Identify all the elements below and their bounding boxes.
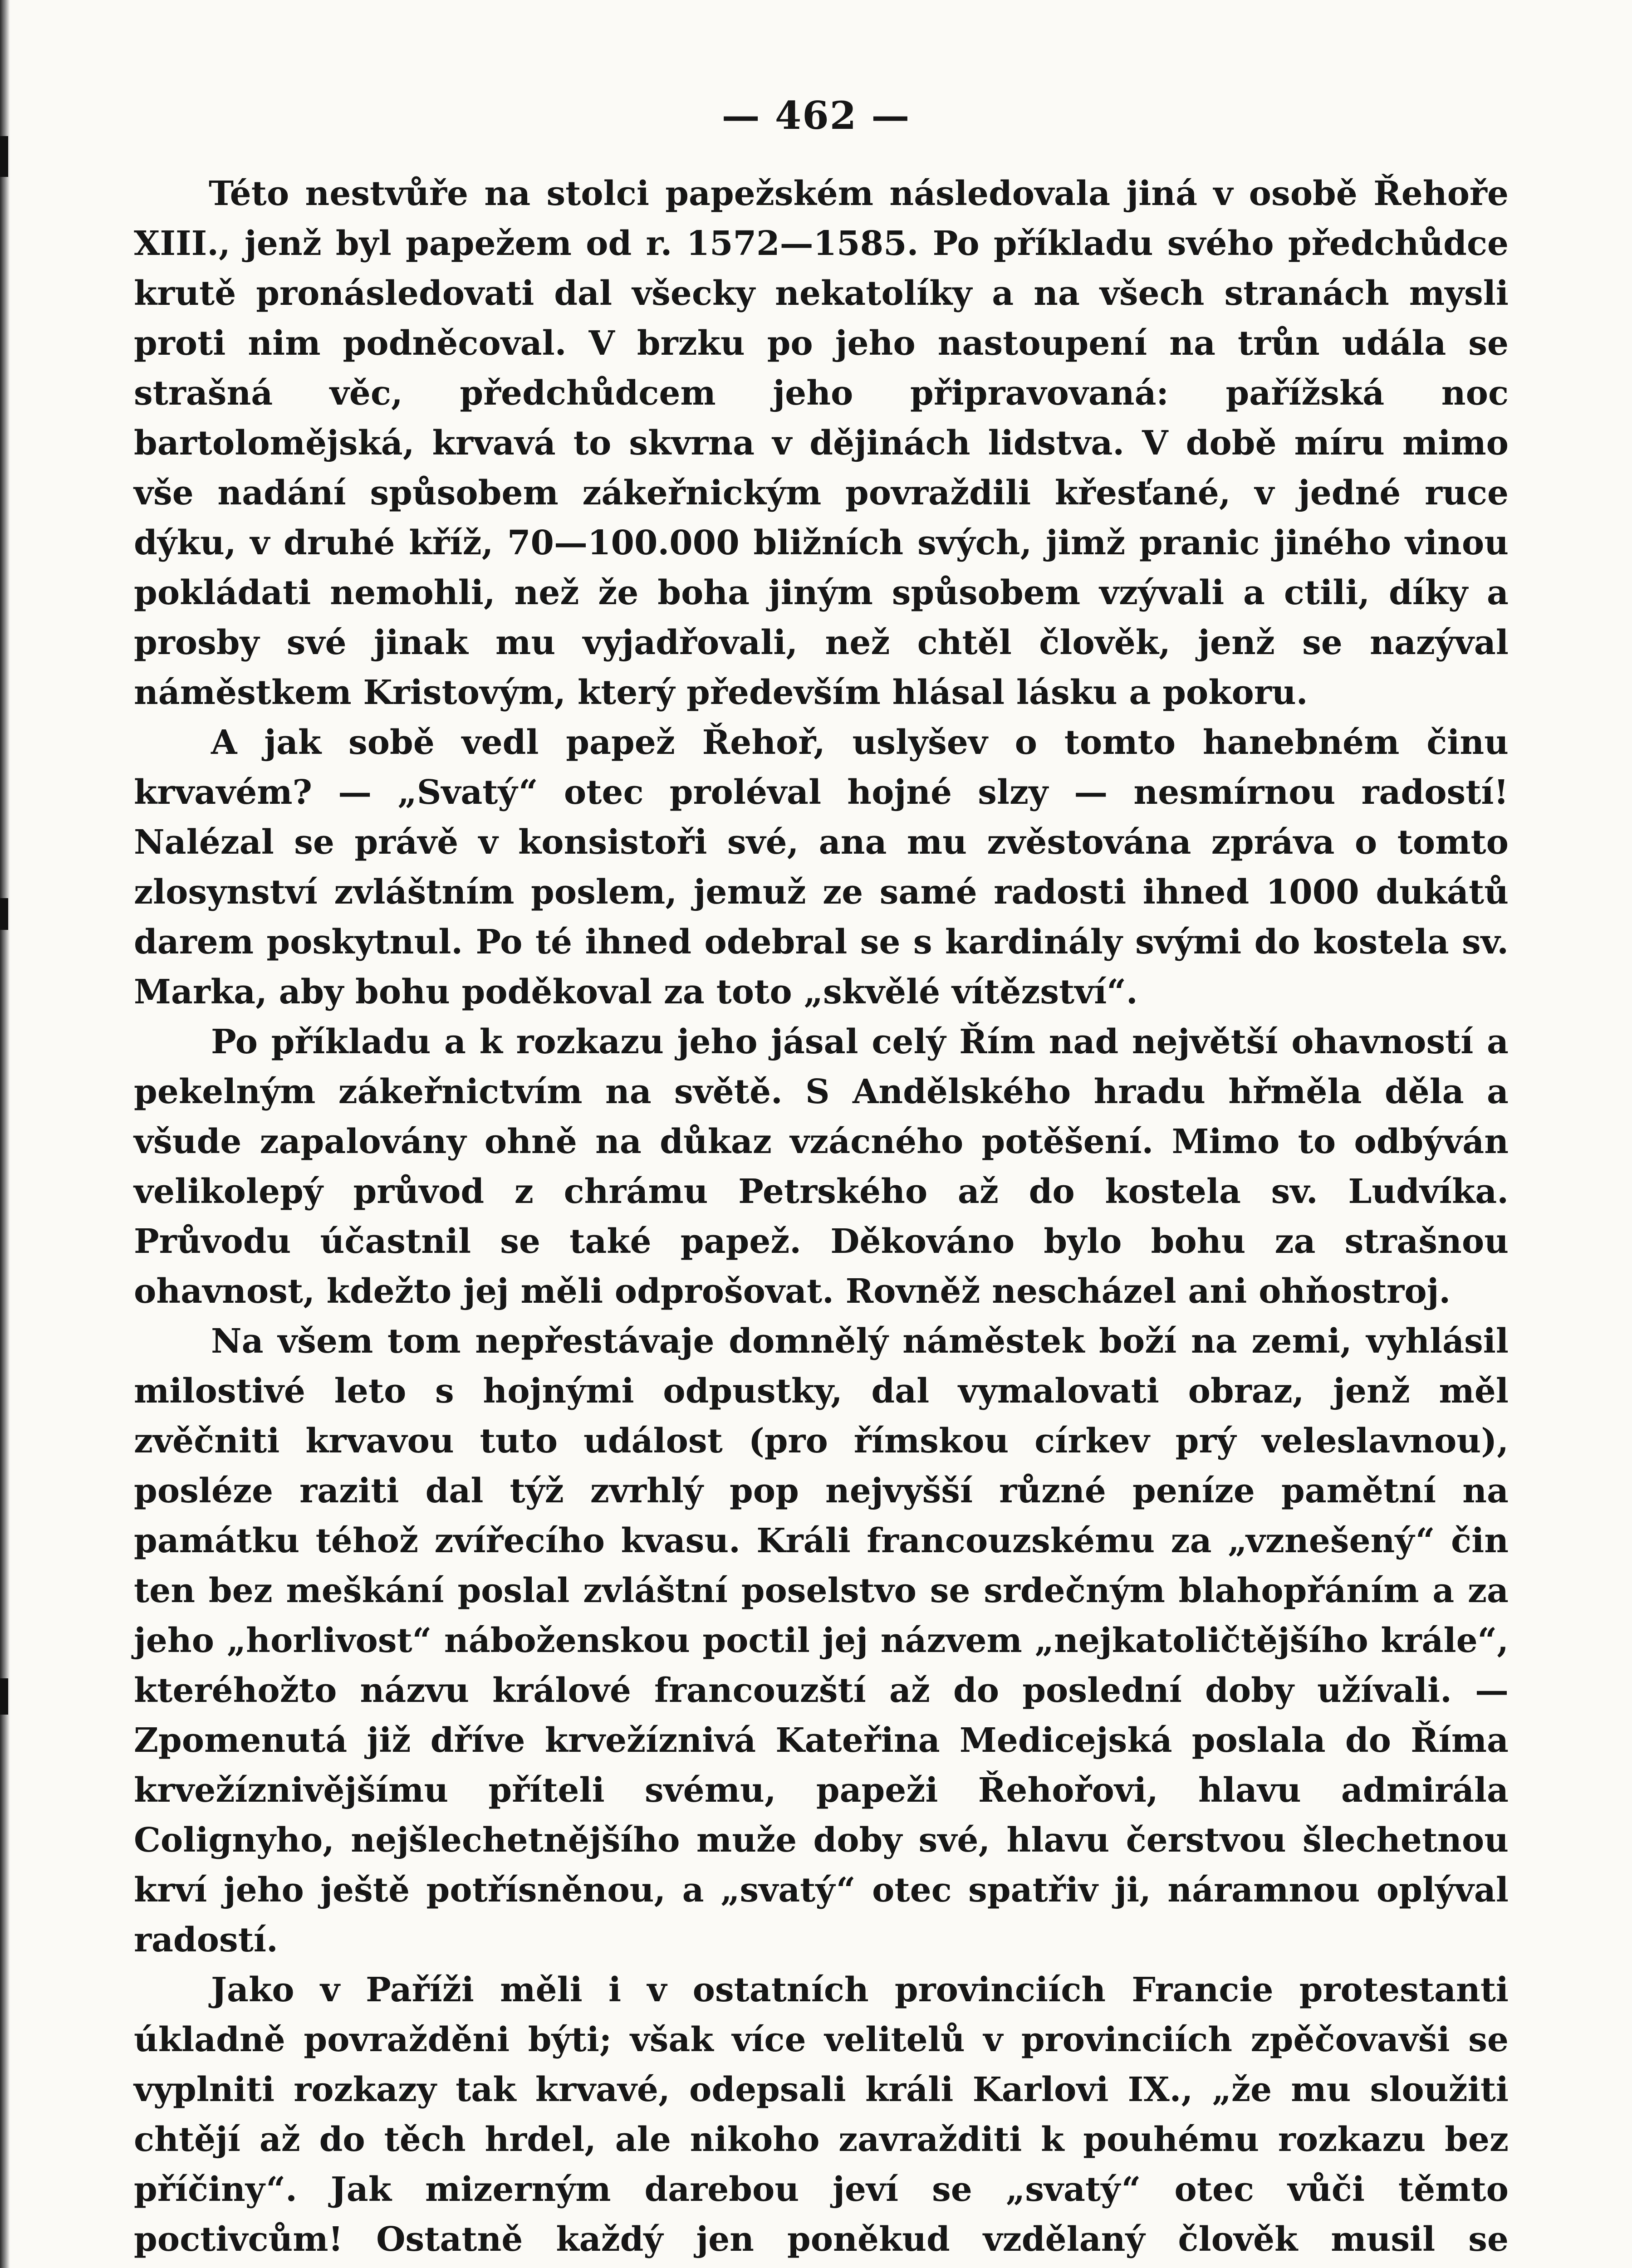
binding-mark [0,136,8,177]
binding-mark [0,1678,8,1715]
page-binding-edge [0,0,10,2268]
paragraph-2: A jak sobě vedl papež Řehoř, uslyšev o tomto hanebném činu krvavém? — „Svatý“ otec proléval hojné slzy — nesmírnou radostí! Nalézal se právě v konsistoři své, ana mu zvěstována zpráva o tomto zlosynství zvláštním poslem, jemuž ze samé radosti ihned 1000 dukátů darem poskytnul. Po té ihned odebral se s kardinály svými do kostela sv. Marka, aby bohu poděkoval za toto „skvělé vítězství“. [134,723,1509,1012]
paragraph-3: Po příkladu a k rozkazu jeho jásal celý Řím nad největší ohavností a pekelným zákeřnictvím na světě. S Andělského hradu hřměla děla a všude zapalovány ohně na důkaz vzácného potěšení. Mimo to odbýván velikolepý průvod z chrámu Petrského až do kostela sv. Ludvíka. Průvodu účastnil se také papež. Děkováno bylo bohu za strašnou ohavnost, kdežto jej měli odprošovat. Rovněž nescházel ani ohňostroj. [134,1022,1509,1311]
binding-mark [0,898,8,930]
paragraph-5: Jako v Paříži měli i v ostatních provinciích Francie protestanti úkladně povražděni býti; však více velitelů v provinciích zpěčovavši se vyplniti rozkazy tak krvavé, odepsali králi Karlovi IX., „že mu sloužiti chtějí až do těch hrdel, ale nikoho zavražditi k pouhému rozkazu bez příčiny“. Jak mizerným darebou jeví se „svatý“ otec vůči těmto poctivcům! Ostatně každý jen poněkud vzdělaný člověk musil se [134,1970,1509,2259]
paragraph-4: Na všem tom nepřestávaje domnělý náměstek boží na zemi, vyhlásil milostivé leto s hojnými odpustky, dal vymalovati obraz, jenž měl zvěčniti krvavou tuto událost (pro římskou církev prý veleslavnou), posléze raziti dal týž zvrhlý pop nejvyšší různé peníze pamětní na památku téhož zvířecího kvasu. Králi francouzskému za „vznešený“ čin ten bez meškání poslal zvláštní poselstvo se srdečným blahopřáním a za jeho „horlivost“ náboženskou poctil jej názvem „nejkatoličtějšího krále“, kteréhožto názvu králové francouzští až do poslední doby užívali. — Zpomenutá již dříve krvežíznivá Kateřina Medicejská poslala do Říma krvežíznivějšímu příteli svému, papeži Řehořovi, hlavu admirála Colignyho, nejšlechetnějšího muže doby své, hlavu čerstvou šlechetnou krví jeho ještě potřísněnou, a „svatý“ otec spatřiv ji, náramnou oplýval radostí. [134,1322,1509,1960]
body-text [134,169,1509,2268]
page-number: — 462 — [721,93,911,138]
paragraph-1: Této nestvůře na stolci papežském následovala jiná v osobě Řehoře XIII., jenž byl papežem od r. 1572—1585. Po příkladu svého předchůdce krutě pronásledovati dal všecky nekatolíky a na všech stranách mysli proti nim podněcoval. V brzku po jeho nastoupení na trůn udála se strašná věc, předchůdcem jeho připravovaná: pařížská noc bartolomějská, krvavá to skvrna v dějinách lidstva. V době míru mimo vše nadání spůsobem zákeřnickým povraždili křesťané, v jedné ruce dýku, v druhé kříž, 70—100.000 bližních svých, jimž pranic jiného vinou pokládati nemohli, než že boha jiným spůsobem vzývali a ctili, díky a prosby své jinak mu vyjadřovali, než chtěl člověk, jenž se nazýval náměstkem Kristovým, který především hlásal lásku a pokoru. [134,174,1509,712]
